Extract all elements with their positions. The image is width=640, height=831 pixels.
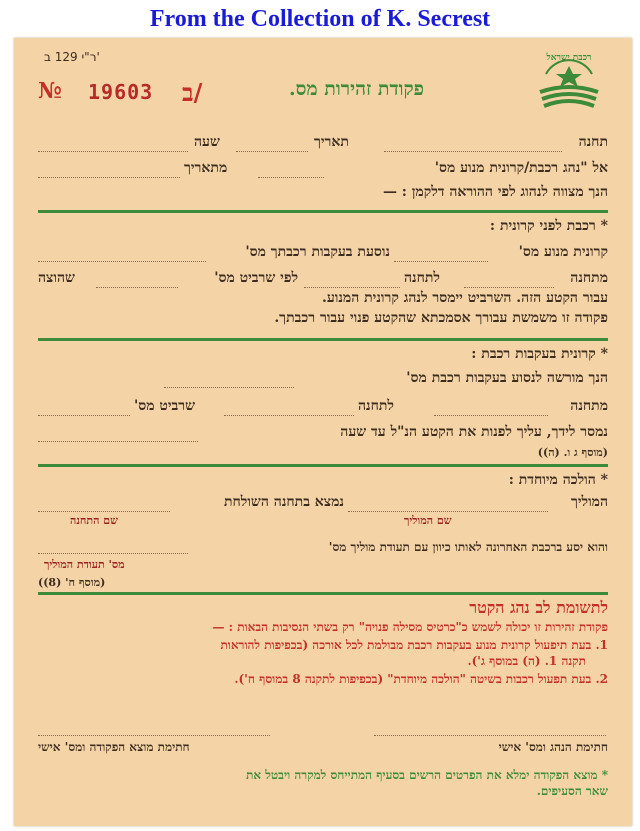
escort-name-field[interactable] [348,510,548,512]
section-b-to-field[interactable] [224,414,354,416]
driver-signature-label: חתימת הנהג ומס' אישי [498,740,608,754]
israel-railways-logo [534,52,604,114]
driver-number-field[interactable] [258,176,324,178]
issuer-signature-field[interactable] [38,734,270,736]
footnote-line1: * מוצא הפקודה ימלא את הפרטים הרשים בסעיף המתייחס למקרה ויבטל את [246,768,608,782]
notice-item1: 1. בעת תיפעול קרונית מנוע בעקבות רכבת מבולמת לכל אורכה (בכפיפות להוראות [220,638,608,652]
number-sign: № [38,78,62,104]
hour-field[interactable] [38,150,188,152]
section-a-to-label: לתחנה [404,270,440,286]
driver-signature-field[interactable] [374,734,606,736]
train-number-field[interactable] [38,260,206,262]
from-date-field[interactable] [38,176,180,178]
notice-line1: פקודת זהירות זו יכולה לשמש כ"כרטיס מסילה פנויה" רק בשתי הנסיבות הבאות : — [212,620,608,634]
section-b-staff-field[interactable] [38,414,130,416]
collection-banner: From the Collection of K. Secrest [149,6,491,32]
caution-order-form [14,38,632,826]
date-label: תאריך [314,134,349,150]
section-a-follow-label: נוסעת בעקבות רכבתך מס' [245,244,390,260]
railcar-number-field[interactable] [394,260,488,262]
station-field[interactable] [384,150,562,152]
serial-number: 19603 [88,80,154,104]
instruction-text: הנך מצווה לנהוג לפי ההוראה דלקמן : — [382,184,608,200]
footnote-line2: שאר הסעיפים. [536,784,608,798]
section-c-escort-label: המוליך [570,494,608,510]
from-date-label: מתאריך [184,160,228,176]
section-c-title: * הולכה מיוחדת : [508,472,608,488]
section-a-to-field[interactable] [304,286,400,288]
section-a-line4: פקודה זו משמשת עבורך אסמכתא שהקטע פנוי עבור רכבתך. [274,310,608,326]
section-a-railcar-label: קרונית מנוע מס' [518,244,608,260]
section-b-from-label: מתחנה [570,398,608,414]
issuer-signature-label: חתימת מוצא הפקודה ומס' אישי [38,740,190,754]
sending-station-field[interactable] [38,510,170,512]
section-b-line3: נמסר לידך, עליך לפנות את הקטע הנ"ל עד שעה [340,424,608,440]
section-b-ref: (מוסף ג ו. (ה)) [537,446,608,459]
form-code: ר"י 129 ב' [44,50,100,64]
form-title: פקודת זהירות מס. [289,78,424,100]
section-c-line2: והוא יסע ברכבת האחרונה לאותו כיוון עם תעודת מוליך מס' [328,540,608,554]
notice-item1-cont: תקנה 1. (ה) במוסף ג'). [467,654,586,668]
station-label: תחנה [578,134,608,150]
notice-item2: 2. בעת תפעול רכבות בשיטה "הולכה מיוחדת" (בכפיפות לתקנה 8 במוסף ח'). [234,672,608,686]
divider [38,210,608,213]
section-a-title: * רכבת לפני קרונית : [489,218,608,234]
divider [38,464,608,467]
logo-caption: רכבת ישראל [546,53,592,63]
section-a-staff-label: לפי שרביט מס' [214,270,298,286]
section-b-staff-label: שרביט מס' [134,398,196,414]
section-a-issued-label: שהוצה [38,270,75,286]
date-field[interactable] [236,150,308,152]
section-c-station-label: נמצא בתחנה השולחת [223,494,344,510]
station-name-caption: שם התחנה [70,514,118,527]
to-driver-label: אל "נהג רכבת/קרונית מנוע מס' [434,160,608,176]
escort-certificate-field[interactable] [38,552,188,554]
section-b-to-label: לתחנה [358,398,394,414]
section-c-ref: (מוסף ח' (8)) [38,576,106,589]
escort-name-caption: שם המוליך [404,514,452,527]
section-a-line3: עבור הקטע הזה. השרביט יימסר לנהג קרונית המנוע. [321,290,608,306]
series-code: ב/ [182,78,203,107]
notice-title: לתשומת לב נהג הקטר [469,598,608,617]
certificate-caption: מס' תעודת המוליך [44,558,125,571]
divider [38,338,608,341]
section-a-staff-field[interactable] [96,286,178,288]
section-a-from-label: מתחנה [570,270,608,286]
section-b-hour-field[interactable] [38,440,198,442]
section-a-from-field[interactable] [464,286,554,288]
hour-label: שעה [194,134,220,150]
section-b-title: * קרונית בעקבות רכבת : [471,346,608,362]
section-b-from-field[interactable] [434,414,548,416]
divider [38,592,608,595]
section-b-line1: הנך מורשה לנסוע בעקבות רכבת מס' [406,370,608,386]
section-b-train-field[interactable] [164,386,294,388]
